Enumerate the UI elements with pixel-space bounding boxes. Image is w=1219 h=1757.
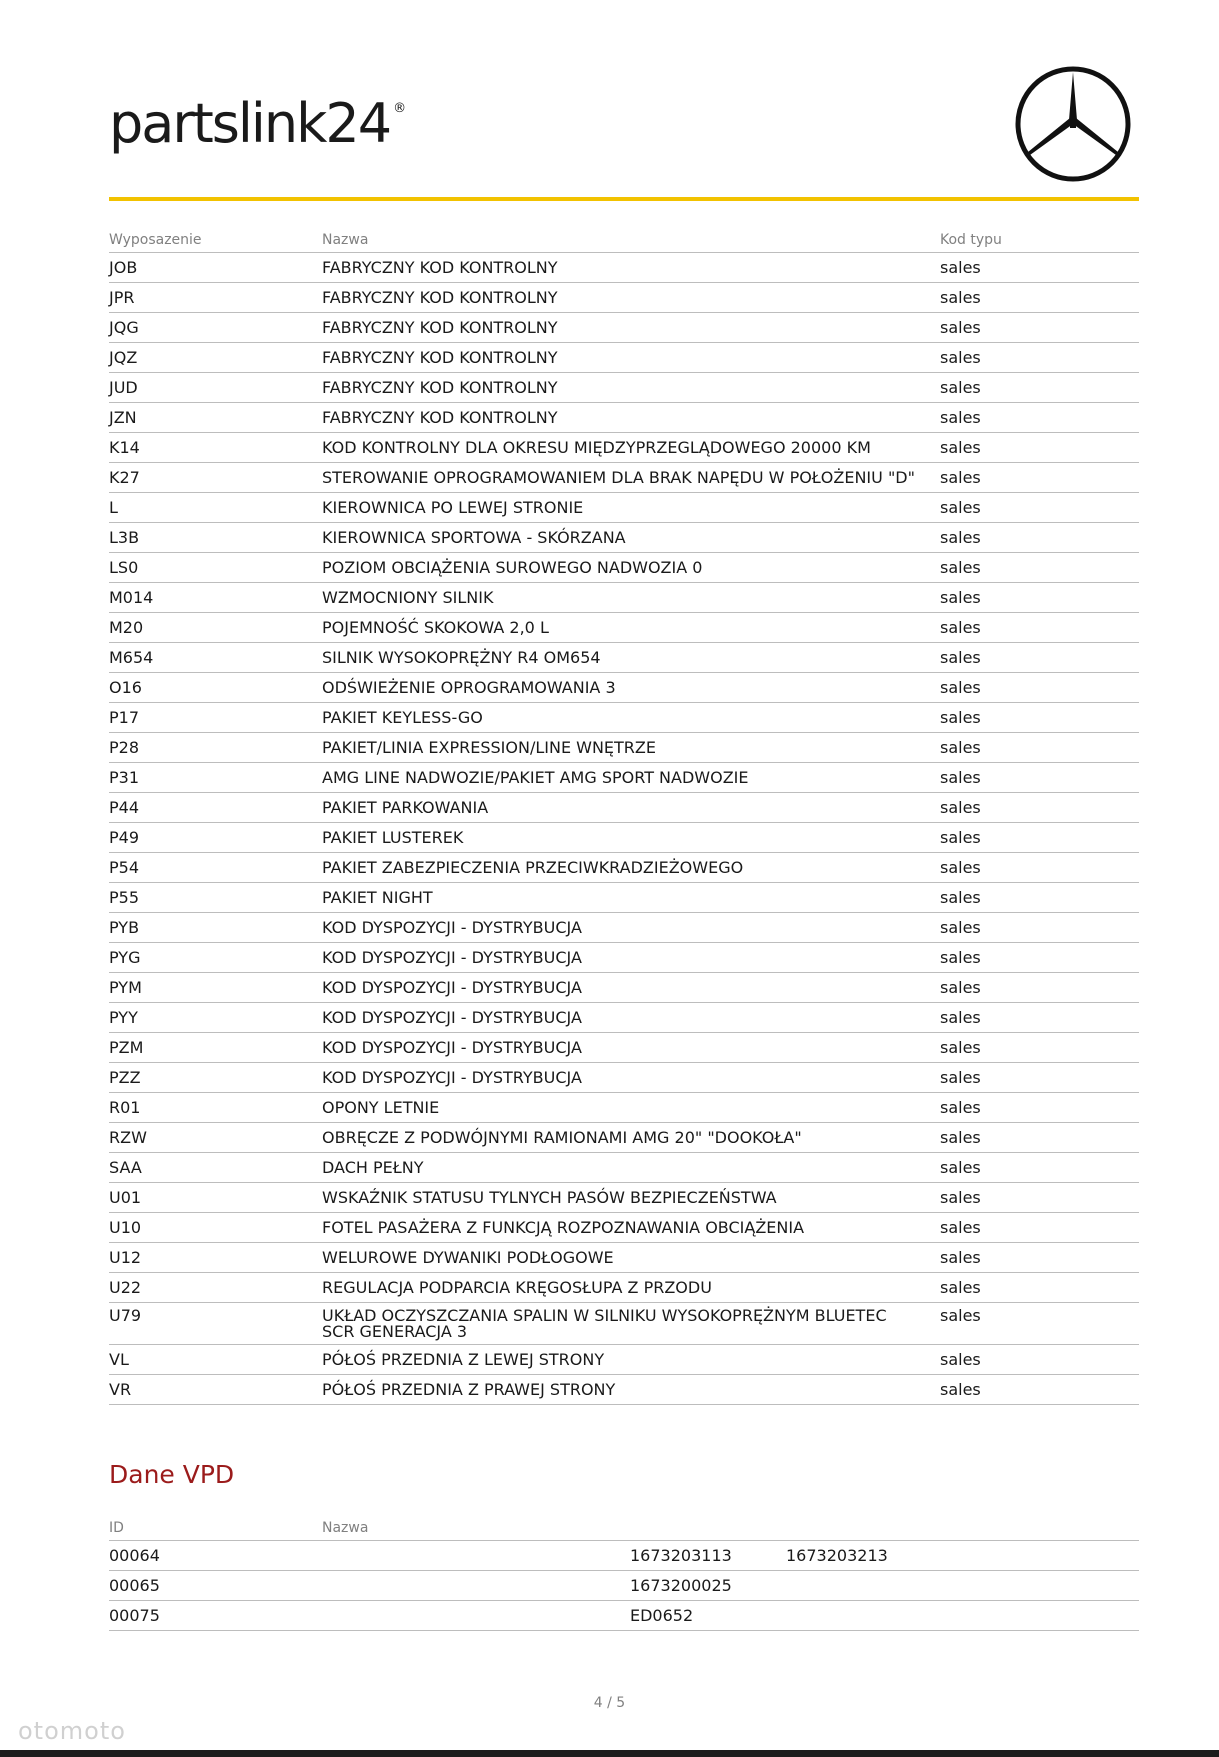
table-row [109, 883, 1139, 913]
equipment-code-cell: PYY [109, 1003, 322, 1033]
type-code-cell: sales [940, 493, 1139, 523]
equipment-name-cell: KOD DYSPOZYCJI - DYSTRYBUCJA [322, 1033, 940, 1063]
equipment-name-cell: POZIOM OBCIĄŻENIA SUROWEGO NADWOZIA 0 [322, 553, 940, 583]
equipment-name-cell: DACH PEŁNY [322, 1153, 940, 1183]
equipment-name-cell: WZMOCNIONY SILNIK [322, 583, 940, 613]
table-row [109, 913, 1139, 943]
type-code-cell: sales [940, 643, 1139, 673]
page-header [109, 0, 1139, 205]
equipment-name-cell: FABRYCZNY KOD KONTROLNY [322, 253, 940, 283]
type-code-cell: sales [940, 523, 1139, 553]
vpd-id-cell: 00064 [109, 1541, 322, 1571]
equipment-name-cell: FABRYCZNY KOD KONTROLNY [322, 343, 940, 373]
equipment-code-cell: JOB [109, 253, 322, 283]
table-row [109, 1345, 1139, 1375]
equipment-name-cell: KIEROWNICA PO LEWEJ STRONIE [322, 493, 940, 523]
equipment-name-cell: KOD DYSPOZYCJI - DYSTRYBUCJA [322, 1003, 940, 1033]
equipment-name-cell: UKŁAD OCZYSZCZANIA SPALIN W SILNIKU WYSOKOPRĘŻNYM BLUETEC SCR GENERACJA 3 [322, 1303, 940, 1345]
equipment-code-cell: P55 [109, 883, 322, 913]
table-row [109, 373, 1139, 403]
type-code-cell: sales [940, 373, 1139, 403]
vpd-value-cell [786, 1601, 1139, 1631]
table-row [109, 1601, 1139, 1631]
equipment-name-cell: WELUROWE DYWANIKI PODŁOGOWE [322, 1243, 940, 1273]
equipment-code-cell: P31 [109, 763, 322, 793]
equipment-code-cell: U10 [109, 1213, 322, 1243]
equipment-code-cell: VL [109, 1345, 322, 1375]
type-code-cell: sales [940, 283, 1139, 313]
table-row [109, 253, 1139, 283]
table-row [109, 1375, 1139, 1405]
vpd-table [109, 1511, 1139, 1631]
table-row [109, 493, 1139, 523]
equipment-name-cell: PAKIET LUSTEREK [322, 823, 940, 853]
page-indicator: 4 / 5 [593, 1695, 626, 1711]
equipment-name-cell: OPONY LETNIE [322, 1093, 940, 1123]
vpd-value-cell: 1673203213 [786, 1541, 1139, 1571]
vpd-header-row [109, 1511, 1139, 1541]
vpd-value-cell: 1673200025 [630, 1571, 786, 1601]
equipment-code-cell: U22 [109, 1273, 322, 1303]
equipment-code-cell: LS0 [109, 553, 322, 583]
equipment-code-cell: P17 [109, 703, 322, 733]
bottom-bar [0, 1750, 1219, 1757]
type-code-cell: sales [940, 853, 1139, 883]
table-row [109, 1003, 1139, 1033]
equipment-name-cell: KOD KONTROLNY DLA OKRESU MIĘDZYPRZEGLĄDOWEGO 20000 KM [322, 433, 940, 463]
equipment-code-cell: PYB [109, 913, 322, 943]
equipment-code-cell: RZW [109, 1123, 322, 1153]
type-code-cell: sales [940, 1183, 1139, 1213]
equipment-code-cell: PZM [109, 1033, 322, 1063]
type-code-cell: sales [940, 763, 1139, 793]
equipment-code-cell: PYG [109, 943, 322, 973]
equipment-code-cell: JUD [109, 373, 322, 403]
type-code-cell: sales [940, 973, 1139, 1003]
equipment-name-cell: PAKIET KEYLESS-GO [322, 703, 940, 733]
equipment-table [109, 223, 1139, 1405]
equipment-code-cell: VR [109, 1375, 322, 1405]
type-code-cell: sales [940, 1375, 1139, 1405]
table-row [109, 643, 1139, 673]
type-code-cell: sales [940, 883, 1139, 913]
equipment-code-cell: K27 [109, 463, 322, 493]
type-code-cell: sales [940, 1213, 1139, 1243]
table-row [109, 1153, 1139, 1183]
type-code-cell: sales [940, 1273, 1139, 1303]
type-code-cell: sales [940, 343, 1139, 373]
table-row [109, 343, 1139, 373]
type-code-cell: sales [940, 673, 1139, 703]
type-code-cell: sales [940, 1003, 1139, 1033]
vpd-name-cell [322, 1601, 630, 1631]
table-row [109, 433, 1139, 463]
type-code-cell: sales [940, 1063, 1139, 1093]
table-row [109, 1303, 1139, 1345]
type-code-cell: sales [940, 463, 1139, 493]
partslink24-logo: partslink24 ® [109, 92, 407, 155]
equipment-name-cell: KOD DYSPOZYCJI - DYSTRYBUCJA [322, 973, 940, 1003]
table-row [109, 1063, 1139, 1093]
table-row [109, 973, 1139, 1003]
equipment-code-cell: U12 [109, 1243, 322, 1273]
equipment-code-cell: O16 [109, 673, 322, 703]
table-row [109, 673, 1139, 703]
table-row [109, 1541, 1139, 1571]
table-row [109, 763, 1139, 793]
vpd-rows [109, 1541, 1139, 1631]
column-header-value-1 [630, 1511, 786, 1541]
watermark: otomoto [18, 1717, 126, 1745]
table-row [109, 1571, 1139, 1601]
equipment-name-cell: FABRYCZNY KOD KONTROLNY [322, 283, 940, 313]
equipment-name-cell: FABRYCZNY KOD KONTROLNY [322, 373, 940, 403]
equipment-code-cell: P44 [109, 793, 322, 823]
equipment-name-cell: AMG LINE NADWOZIE/PAKIET AMG SPORT NADWOZIE [322, 763, 940, 793]
equipment-code-cell: JPR [109, 283, 322, 313]
column-header-vpd-name: Nazwa [322, 1511, 630, 1541]
equipment-name-cell: ODŚWIEŻENIE OPROGRAMOWANIA 3 [322, 673, 940, 703]
equipment-name-cell: FOTEL PASAŻERA Z FUNKCJĄ ROZPOZNAWANIA OBCIĄŻENIA [322, 1213, 940, 1243]
vpd-value-cell: 1673203113 [630, 1541, 786, 1571]
document-page [109, 0, 1139, 1631]
table-row [109, 523, 1139, 553]
equipment-name-cell: FABRYCZNY KOD KONTROLNY [322, 403, 940, 433]
table-row [109, 1243, 1139, 1273]
table-row [109, 583, 1139, 613]
equipment-name-cell: KOD DYSPOZYCJI - DYSTRYBUCJA [322, 1063, 940, 1093]
equipment-code-cell: P28 [109, 733, 322, 763]
mercedes-star-icon [1015, 66, 1131, 182]
type-code-cell: sales [940, 913, 1139, 943]
equipment-name-cell: SILNIK WYSOKOPRĘŻNY R4 OM654 [322, 643, 940, 673]
equipment-code-cell: M014 [109, 583, 322, 613]
vpd-name-cell [322, 1541, 630, 1571]
type-code-cell: sales [940, 1093, 1139, 1123]
equipment-name-cell: STEROWANIE OPROGRAMOWANIEM DLA BRAK NAPĘDU W POŁOŻENIU "D" [322, 463, 940, 493]
table-row [109, 1123, 1139, 1153]
equipment-name-cell: PÓŁOŚ PRZEDNIA Z LEWEJ STRONY [322, 1345, 940, 1375]
equipment-code-cell: P54 [109, 853, 322, 883]
equipment-name-cell: KOD DYSPOZYCJI - DYSTRYBUCJA [322, 913, 940, 943]
table-row [109, 613, 1139, 643]
vpd-id-cell: 00065 [109, 1571, 322, 1601]
vpd-value-cell [786, 1571, 1139, 1601]
equipment-code-cell: M654 [109, 643, 322, 673]
type-code-cell: sales [940, 1153, 1139, 1183]
column-header-id: ID [109, 1511, 322, 1541]
equipment-name-cell: PAKIET ZABEZPIECZENIA PRZECIWKRADZIEŻOWEGO [322, 853, 940, 883]
table-row [109, 313, 1139, 343]
equipment-rows [109, 253, 1139, 1405]
column-header-type-code: Kod typu [940, 223, 1139, 253]
table-row [109, 1273, 1139, 1303]
equipment-code-cell: JQZ [109, 343, 322, 373]
equipment-header-row [109, 223, 1139, 253]
column-header-equipment: Wyposazenie [109, 223, 322, 253]
type-code-cell: sales [940, 583, 1139, 613]
type-code-cell: sales [940, 1303, 1139, 1345]
equipment-name-cell: PAKIET NIGHT [322, 883, 940, 913]
equipment-name-cell: OBRĘCZE Z PODWÓJNYMI RAMIONAMI AMG 20" "DOOKOŁA" [322, 1123, 940, 1153]
table-row [109, 1033, 1139, 1063]
type-code-cell: sales [940, 613, 1139, 643]
equipment-code-cell: PZZ [109, 1063, 322, 1093]
equipment-name-cell: WSKAŹNIK STATUSU TYLNYCH PASÓW BEZPIECZEŃSTWA [322, 1183, 940, 1213]
equipment-code-cell: R01 [109, 1093, 322, 1123]
equipment-name-cell: POJEMNOŚĆ SKOKOWA 2,0 L [322, 613, 940, 643]
type-code-cell: sales [940, 1243, 1139, 1273]
equipment-code-cell: M20 [109, 613, 322, 643]
equipment-name-cell: KIEROWNICA SPORTOWA - SKÓRZANA [322, 523, 940, 553]
type-code-cell: sales [940, 943, 1139, 973]
equipment-code-cell: P49 [109, 823, 322, 853]
table-row [109, 823, 1139, 853]
table-row [109, 283, 1139, 313]
table-row [109, 553, 1139, 583]
type-code-cell: sales [940, 823, 1139, 853]
vpd-value-cell: ED0652 [630, 1601, 786, 1631]
table-row [109, 1093, 1139, 1123]
type-code-cell: sales [940, 1345, 1139, 1375]
table-row [109, 1213, 1139, 1243]
header-divider [109, 197, 1139, 201]
type-code-cell: sales [940, 793, 1139, 823]
type-code-cell: sales [940, 433, 1139, 463]
equipment-code-cell: PYM [109, 973, 322, 1003]
equipment-code-cell: U79 [109, 1303, 322, 1345]
equipment-name-cell: REGULACJA PODPARCIA KRĘGOSŁUPA Z PRZODU [322, 1273, 940, 1303]
vpd-id-cell: 00075 [109, 1601, 322, 1631]
table-row [109, 1183, 1139, 1213]
equipment-code-cell: JQG [109, 313, 322, 343]
equipment-code-cell: U01 [109, 1183, 322, 1213]
type-code-cell: sales [940, 1033, 1139, 1063]
table-row [109, 853, 1139, 883]
table-row [109, 703, 1139, 733]
equipment-name-cell: PAKIET PARKOWANIA [322, 793, 940, 823]
equipment-code-cell: SAA [109, 1153, 322, 1183]
equipment-code-cell: JZN [109, 403, 322, 433]
equipment-name-cell: PAKIET/LINIA EXPRESSION/LINE WNĘTRZE [322, 733, 940, 763]
vpd-section-title: Dane VPD [109, 1460, 235, 1489]
table-row [109, 733, 1139, 763]
type-code-cell: sales [940, 313, 1139, 343]
type-code-cell: sales [940, 403, 1139, 433]
table-row [109, 793, 1139, 823]
column-header-value-2 [786, 1511, 1139, 1541]
equipment-name-cell: PÓŁOŚ PRZEDNIA Z PRAWEJ STRONY [322, 1375, 940, 1405]
type-code-cell: sales [940, 703, 1139, 733]
table-row [109, 403, 1139, 433]
type-code-cell: sales [940, 733, 1139, 763]
equipment-code-cell: L3B [109, 523, 322, 553]
equipment-name-cell: KOD DYSPOZYCJI - DYSTRYBUCJA [322, 943, 940, 973]
column-header-name: Nazwa [322, 223, 940, 253]
equipment-code-cell: L [109, 493, 322, 523]
table-row [109, 463, 1139, 493]
type-code-cell: sales [940, 1123, 1139, 1153]
equipment-name-cell: FABRYCZNY KOD KONTROLNY [322, 313, 940, 343]
type-code-cell: sales [940, 253, 1139, 283]
type-code-cell: sales [940, 553, 1139, 583]
table-row [109, 943, 1139, 973]
vpd-name-cell [322, 1571, 630, 1601]
equipment-code-cell: K14 [109, 433, 322, 463]
